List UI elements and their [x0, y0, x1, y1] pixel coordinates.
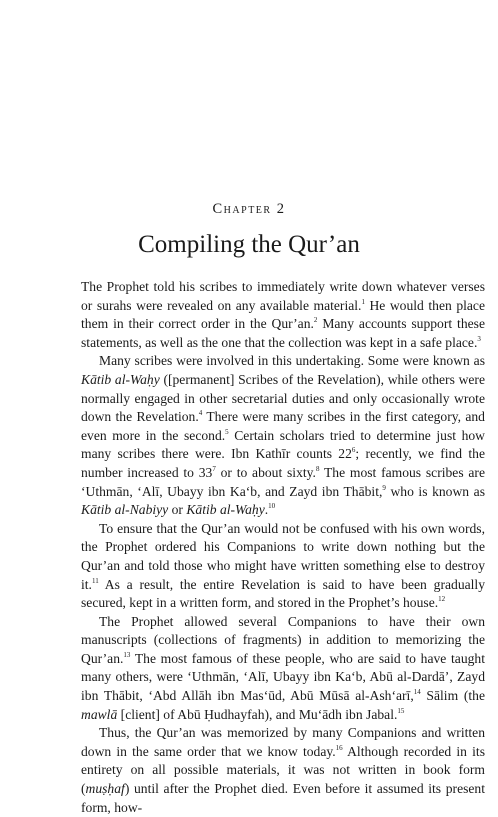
- text-run: The most famous of these people, who are said to have taught many others, were ‘Uthmān, ‘Alī, Ubayy ibn Ka‘b, Abū al-Dardā’, Zayd ibn Thābit, ‘Abd Allāh ibn Mas‘ūd, Abū Mūsā al-Ash‘arī,: [81, 650, 485, 704]
- paragraph: [81, 724, 485, 817]
- footnote-marker: 1: [361, 297, 365, 306]
- footnote-marker: 3: [477, 334, 481, 343]
- footnote-marker: 14: [413, 688, 421, 697]
- text-run: The Prophet allowed several Companions to have their own manuscripts (collections of fragments) in addition to memorizing the Qur’an.: [81, 613, 485, 666]
- footnote-marker: 9: [382, 483, 386, 492]
- body-text: [81, 278, 485, 817]
- footnote-marker: 11: [91, 576, 99, 585]
- text-run: or: [168, 502, 187, 518]
- text-run: Many scribes were involved in this undertaking. Some were known as: [99, 353, 485, 369]
- footnote-marker: 15: [397, 706, 405, 715]
- paragraph: [81, 613, 485, 725]
- paragraph: [81, 278, 485, 352]
- text-run: He would then place them in their correct order in the Qur’an.: [81, 297, 486, 332]
- text-run: ([permanent] Scribes of the Revelation), while others were normally engaged in other secretarial duties and only occasionally wrote down the Revelation.: [81, 371, 485, 425]
- text-run: ; recently, we find the number increased to 33: [81, 446, 485, 480]
- text-run: The most famous scribes are ‘Uthmān, ‘Alī, Ubayy ibn Ka‘b, and Zayd ibn Thābit,: [81, 464, 485, 499]
- chapter-title: Compiling the Qur’an: [138, 231, 360, 258]
- text-run: Certain scholars tried to determine just how many scribes there were. Ibn Kathīr counts 22: [81, 427, 485, 462]
- text-run: Thus, the Qur’an was memorized by many Companions and written down in the same order that we know today.: [81, 725, 485, 759]
- footnote-marker: 2: [313, 316, 318, 325]
- paragraph: [81, 520, 485, 613]
- italic-term: Kātib al-Waḥy: [186, 502, 265, 518]
- text-run: Although recorded in its entirety on all possible materials, it was not written in book form (: [81, 743, 485, 797]
- text-run: Many accounts support these statements, as well as the one that the collection was kept in a safe place.: [81, 316, 485, 350]
- footnote-marker: 5: [225, 427, 229, 436]
- chapter-label: Chapter 2: [212, 201, 286, 217]
- text-run: As a result, the entire Revelation is said to have been gradually secured, kept in a written form, and stored in the Prophet’s house.: [81, 576, 485, 611]
- footnote-marker: 7: [212, 464, 216, 473]
- footnote-marker: 4: [198, 409, 203, 418]
- text-run: ) until after the Prophet died. Even before it assumed its present form, how-: [81, 781, 485, 815]
- text-run: To ensure that the Qur’an would not be confused with his own words, the Prophet ordered his Companions to write down nothing but the Qur’an and told those who might have written something else to destroy it.: [81, 520, 485, 592]
- text-run: The Prophet told his scribes to immediately write down whatever verses or surahs were revealed on any available material.: [81, 279, 485, 313]
- text-run: [client] of Abū Ḥudhayfah), and Mu‘ādh ibn Jabal.: [117, 706, 398, 722]
- italic-term: muṣḥaf: [85, 781, 125, 797]
- footnote-marker: 12: [438, 595, 446, 604]
- text-run: Sālim (the: [420, 688, 485, 704]
- italic-term: Kātib al-Nabiyy: [81, 502, 169, 518]
- text-run: .: [264, 502, 269, 518]
- paragraph: [81, 352, 485, 519]
- footnote-marker: 6: [351, 446, 356, 455]
- footnote-marker: 8: [315, 464, 320, 473]
- text-run: There were many scribes in the first category, and even more in the second.: [81, 409, 485, 443]
- text-run: who is known as: [385, 483, 485, 499]
- footnote-marker: 16: [335, 743, 343, 752]
- text-run: or to about sixty.: [215, 464, 316, 480]
- footnote-marker: 13: [123, 650, 131, 659]
- italic-term: mawlā: [81, 706, 118, 722]
- italic-term: Kātib al-Waḥy: [81, 371, 160, 387]
- footnote-marker: 10: [268, 502, 276, 511]
